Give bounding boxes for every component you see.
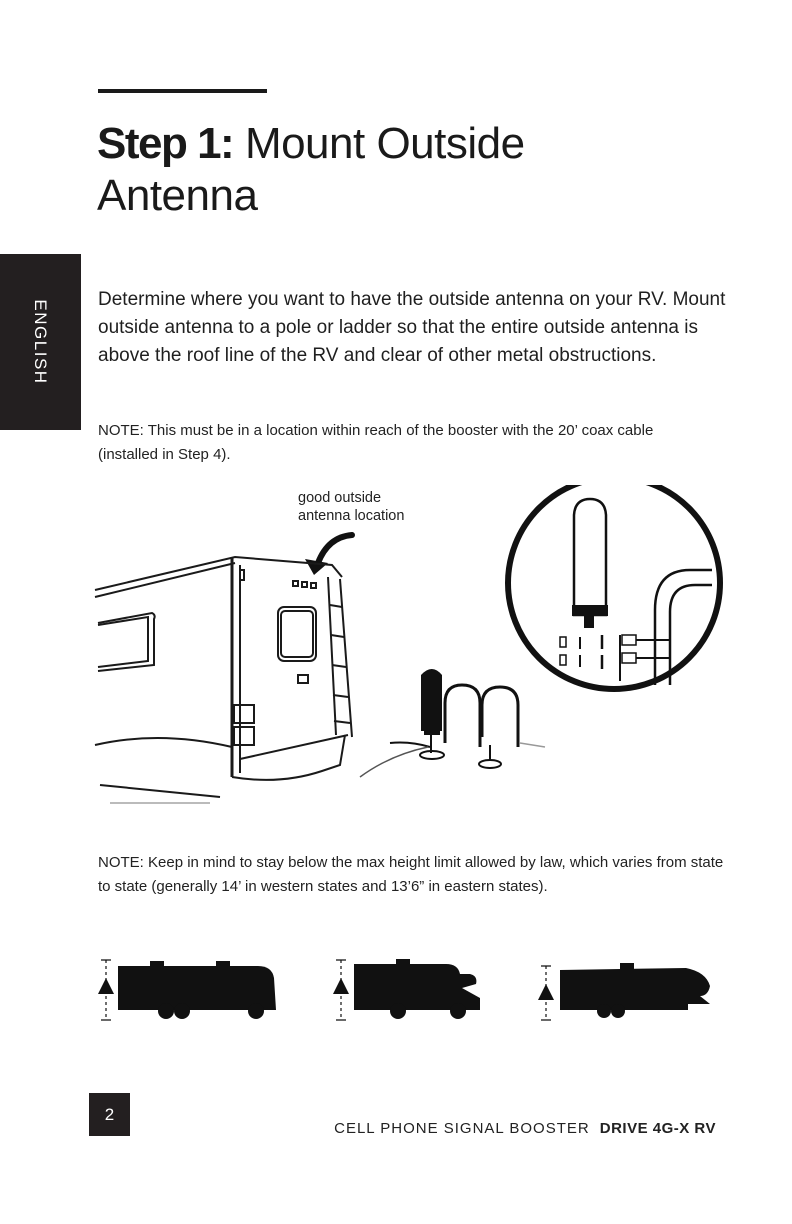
motorhome-height-icon	[98, 960, 276, 1020]
callout-line-1: good outside	[298, 490, 382, 506]
product-line: CELL PHONE SIGNAL BOOSTER	[334, 1120, 590, 1137]
fifth-wheel-height-icon	[538, 963, 710, 1020]
antenna-closeup-circle	[508, 485, 720, 689]
step-number: Step 1:	[97, 119, 234, 168]
camper-height-icon	[333, 959, 480, 1020]
title-line-2: Antenna	[97, 171, 258, 220]
footer	[334, 1120, 716, 1137]
height-limit-note: NOTE: Keep in mind to stay below the max height limit allowed by law, which varies from state to state (generally 14’ in western states and 13’6” in eastern states).	[98, 854, 724, 895]
mounted-antenna-drawing	[360, 669, 545, 777]
product-name: DRIVE 4G-X RV	[599, 1120, 716, 1137]
callout-arrow-icon	[305, 535, 352, 575]
antenna-location-callout	[298, 489, 404, 525]
location-note: NOTE: This must be in a location within reach of the booster with the 20’ coax cable (installed in Step 4).	[98, 422, 654, 463]
callout-line-2: antenna location	[298, 508, 405, 524]
vehicle-height-diagram	[96, 954, 736, 1026]
title-line-1: Mount Outside	[244, 119, 525, 168]
intro-paragraph: Determine where you want to have the outside antenna on your RV. Mount outside antenna to a pole or ladder so that the entire outside antenna is above the roof line of the RV and clear of other metal obstructions.	[98, 289, 726, 366]
page-title	[97, 118, 525, 222]
rv-rear-drawing	[95, 557, 352, 803]
title-rule	[98, 89, 267, 93]
language-tab-label: ENGLISH	[31, 299, 50, 385]
page-number: 2	[89, 1093, 130, 1136]
language-tab	[0, 254, 81, 430]
rv-antenna-illustration	[90, 485, 730, 815]
